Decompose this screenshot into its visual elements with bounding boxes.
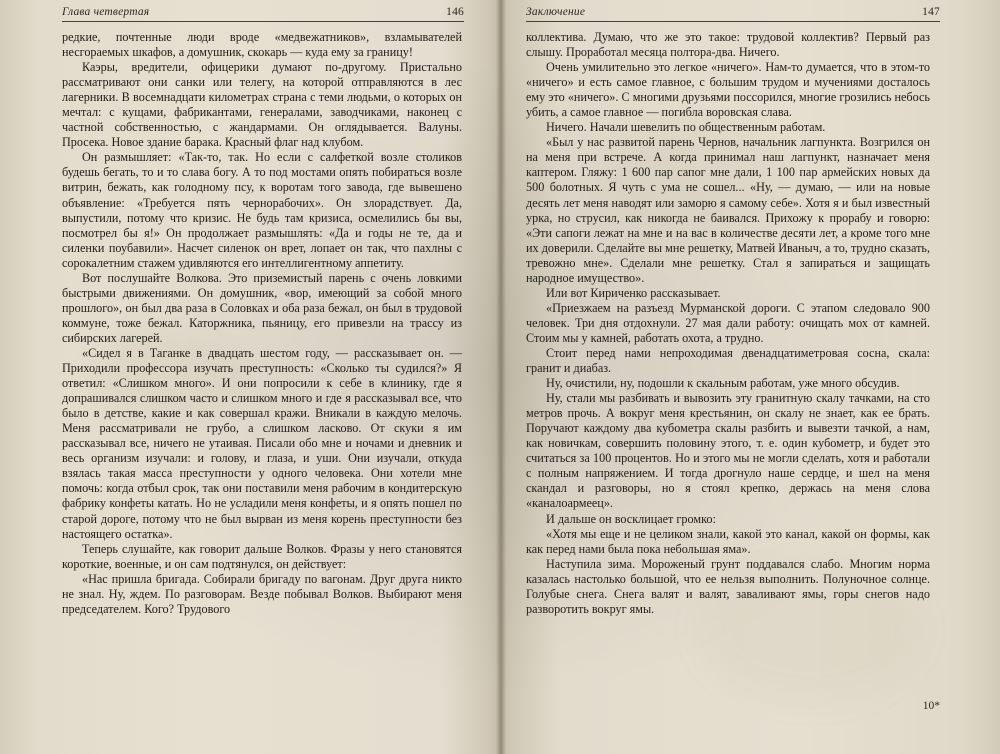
paragraph: И дальше он восклицает громко: bbox=[546, 511, 716, 526]
left-text-column bbox=[62, 30, 462, 617]
paragraph: Он размышляет: «Так-то, так. Но если с салфеткой возле столиков будешь бегать, то и то слава богу. А то под мостами опять побираться возле витрин, бежать, как голодному псу, к воротам того завода, где вывешено объявление: «Требуется пять чернорабочих». Он злорадствует. Да, выпустили, потому что кризис. Не будь там кризиса, осмелились бы вы, посмотрел бы я!» Он продолжает размышлять: «Да и годы не те, да и силенки поубавили». Насчет силенок он врет, лопает он так, что пахлны с сорокалетним стажем удивляются его интеллигентному аппетиту. bbox=[62, 150, 462, 270]
paragraph: «Хотя мы еще и не целиком знали, какой это канал, какой он формы, как как перед нами была пока небольшая яма». bbox=[526, 526, 930, 556]
left-page-number: 146 bbox=[446, 6, 464, 18]
paragraph: Теперь слушайте, как говорит дальше Волков. Фразы у него становятся короткие, военные, и он сам подтянулся, он действует: bbox=[62, 541, 462, 571]
paragraph: коллектива. Думаю, что же это такое: трудовой коллектив? Первый раз слышу. Проработал месяца полтора-два. Ничего. bbox=[526, 30, 930, 60]
paragraph: Ну, стали мы разбивать и вывозить эту гранитную скалу тачками, на сто метров прочь. А вокруг меня крестьянин, он скалу не знает, как ее брать. Поручают каждому два кубометра скалы разбить и вывезти тачкой, а нам, как новичкам, совершить половину этого, т. е. один кубометр, и будет это считаться за 100 процентов. Но и этого мы не могли сделать, хотя и работали с полным напряжением. И тогда дрогнуло наше сердце, и шел на меня скандал и разговоры, но я стоял крепко, держась на меня слова «каналоармеец». bbox=[526, 391, 930, 511]
paragraph: Наступила зима. Мороженый грунт поддавался слабо. Многим норма казалась настолько большой, что ее нельзя выполнить. Полуночное солнце. Голубые снега. Снега валят и валят, заваливают ямы, горы снегов надо разворотить вокруг ямы. bbox=[526, 556, 930, 616]
right-page bbox=[500, 0, 1000, 754]
header-rule bbox=[526, 21, 940, 22]
paragraph: «Сидел я в Таганке в двадцать шестом году, — рассказывает он. — Приходили профессора изучать преступность: «Сколько ты судился?» Я ответил: «Слишком много». И они попросили к себе в клинику, где я допрашивался слишком часто и слишком много и где я рассказывал все, что было в детстве, какие и как совершал кражи. Вникали в каждую мелочь. Меня рассматривали не грубо, а слишком ласково. От скуки я им рассказывал все, ничего не утаивая. Писали обо мне и ночами и дневник и весь организм изучали: и голову, и глаза, и уши. Они изучали, откуда взялась такая масса преступности у одного человека. Они хотели мне помочь: когда отбыл срок, так они поставили меня рабочим в кондитерскую фабрику конфеты катать. Но не усладили меня конфеты, и я опять пошел по старой дороге, потому что не был вырван из меня корень преступности без настоящего остатка». bbox=[62, 345, 462, 541]
paragraph: редкие, почтенные люди вроде «медвежатников», взламывателей несгораемых шкафов, а домушник, скокарь — куда ему за границу! bbox=[62, 30, 462, 60]
paragraph: Очень умилительно это легкое «ничего». Нам-то думается, что в этом-то «ничего» и есть самое главное, с большим трудом и мучениями досталось ему это «ничего». С многими друзьями поссорился, многие грозились небось убить, а самое главное — погибла воровская слава. bbox=[526, 60, 930, 120]
right-page-number: 147 bbox=[922, 6, 940, 18]
paragraph: Ничего. Начали шевелить по общественным работам. bbox=[546, 120, 826, 135]
paragraph: «Нас пришла бригада. Собирали бригаду по вагонам. Друг друга никто не знал. Ну, ждем. По разговорам. Везде побывал Волков. Выбирают меня председателем. Кого? Трудового bbox=[62, 571, 462, 616]
left-running-head: Глава четвертая bbox=[62, 6, 150, 18]
header-rule bbox=[62, 21, 464, 22]
paragraph: Ну, очистили, ну, подошли к скальным работам, уже много обсудив. bbox=[546, 376, 900, 391]
paragraph: Стоит перед нами непроходимая двенадцатиметровая сосна, скала: гранит и диабаз. bbox=[526, 345, 930, 376]
left-page-header bbox=[62, 6, 464, 22]
paragraph: Вот послушайте Волкова. Это приземистый парень с очень ловкими быстрыми движениями. Он домушник, «вор, имеющий за собой много прошлого», он был два раза в Соловках и оба раза бежал, он был в трудовой коммуне, тоже бежал. Каторжника, пьяницу, его привезли на трассу из сибирских лагерей. bbox=[62, 270, 462, 345]
paragraph: Или вот Кириченко рассказывает. bbox=[546, 285, 721, 300]
folio-note: 10* bbox=[922, 700, 940, 712]
paragraph: «Был у нас развитой парень Чернов, начальник лагпункта. Возгрилcя он на меня при встрече. А когда принимал наш лагпункт, назначает меня каптером. Гляжу: 1 600 пар сапог мне дали, 1 100 пар армейских новых да 500 болотных. Я чуть с ума не сошел... «Ну, — думаю, — или на новые десять лет меня наводят или заморю я самому себе». Хотя я и был известный урка, но струсил, как никогда не баивался. Прихожу к прорабу и говорю: «Эти сапоги лежат на мне и на вас в количестве десяти лет, а кроме того мне их доверили. Сделайте вы мне решетку, Матвей Иваныч, а то, трудно сказать, тревожно мне». Сделали мне решетку. Стал я запираться и защищать народное имущество». bbox=[526, 135, 930, 285]
paragraph: «Приезжаем на разъезд Мурманской дороги. С этапом следовало 900 человек. Три дня отдохнули. 27 мая дали работу: очищать мох от камней. Стоим мы у камней, работать охота, а трудно. bbox=[526, 300, 930, 345]
paragraph: Каэры, вредители, офицерики думают по-другому. Пристально рассматривают они санки или телегу, на которой отправляются в лес лагерники. В восемнадцати километрах страна с теми людьми, о которых он мечтал: с кущами, фабрикантами, генералами, заводчиками, наконец с частной собственностью, с жандармами. Он оглядывается. Валуны. Просека. Новое здание барака. Красный флаг над клубом. bbox=[62, 60, 462, 150]
right-page-header bbox=[526, 6, 940, 22]
right-text-column bbox=[526, 30, 930, 617]
right-running-head: Заключение bbox=[526, 6, 586, 18]
